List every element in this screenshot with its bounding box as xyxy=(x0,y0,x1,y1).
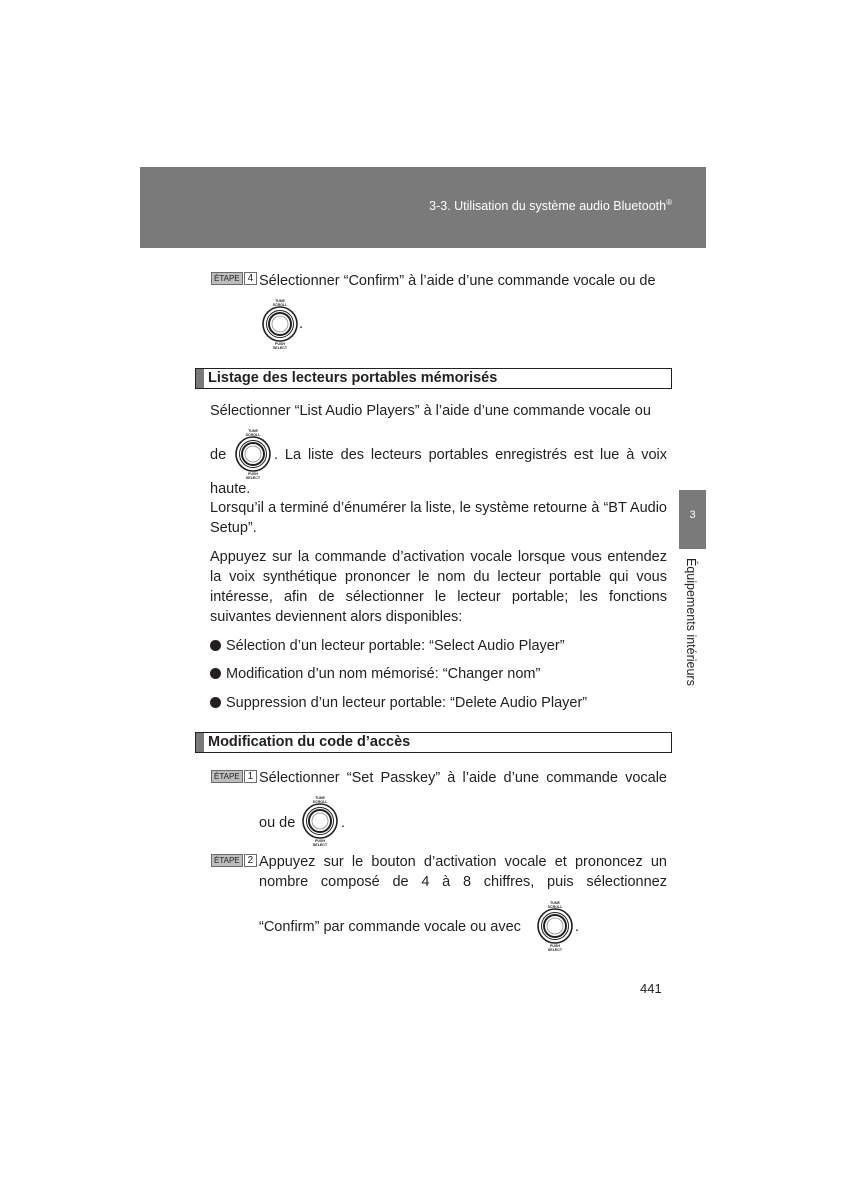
bullet-item xyxy=(210,693,587,713)
bullet-text: Sélection d’un lecteur portable: “Select Audio Player” xyxy=(226,638,565,654)
chapter-header-band xyxy=(140,167,706,248)
paragraph-line: . La liste des lecteurs portables enregistrés est lue à voix xyxy=(274,447,667,463)
svg-text:PUSH: PUSH xyxy=(248,472,258,476)
svg-text:SELECT: SELECT xyxy=(272,346,288,350)
svg-text:SELECT: SELECT xyxy=(245,476,261,480)
step-number: 1 xyxy=(244,770,258,783)
step-badge xyxy=(211,272,257,285)
chapter-tab-label: Équipements intérieurs xyxy=(684,558,698,686)
svg-text:TUNE: TUNE xyxy=(550,901,560,905)
tune-select-knob-icon xyxy=(230,428,276,480)
chapter-tab xyxy=(679,490,706,549)
section-heading-bar xyxy=(196,369,204,388)
svg-text:TUNE: TUNE xyxy=(248,429,258,433)
svg-text:PUSH: PUSH xyxy=(315,839,325,843)
svg-text:TUNE: TUNE xyxy=(275,299,285,303)
step-label: ÉTAPE xyxy=(211,770,243,783)
paragraph: Lorsqu’il a terminé d’énumérer la liste, le système retourne à “BT Audio Setup”. xyxy=(210,500,667,536)
paragraph-line: haute. xyxy=(210,481,251,497)
step-badge xyxy=(211,854,257,867)
step-suffix: . xyxy=(299,316,304,332)
tune-select-knob-icon xyxy=(297,795,346,847)
paragraph: Appuyez sur la commande d’activation vocale lorsque vous entendez la voix synthétique prononcer le nom du lecteur portable qui vous intéresse, afin de sélectionner le lecteur portable; les fonctions suivantes deviennent alors disponibles: xyxy=(210,549,667,625)
step-number: 4 xyxy=(244,272,258,285)
svg-text:SCROLL: SCROLL xyxy=(245,433,261,437)
step-label: ÉTAPE xyxy=(211,854,243,867)
step-label: ÉTAPE xyxy=(211,272,243,285)
bullet-item xyxy=(210,664,540,684)
page-number: 441 xyxy=(640,981,662,996)
step-continuation: ou de xyxy=(259,815,296,831)
step-suffix: . xyxy=(575,919,580,935)
section-heading xyxy=(195,368,672,389)
chapter-title xyxy=(429,198,672,213)
svg-text:SCROLL: SCROLL xyxy=(547,905,563,909)
registered-mark: ® xyxy=(666,198,672,207)
svg-text:SCROLL: SCROLL xyxy=(312,800,328,804)
svg-text:PUSH: PUSH xyxy=(550,944,560,948)
bullet-dot-icon xyxy=(210,697,221,708)
svg-text:SCROLL: SCROLL xyxy=(272,303,288,307)
step-text: Appuyez sur le bouton d’activation vocale et prononcez un nombre composé de 4 à 8 chiffres, puis sélectionnez xyxy=(259,854,667,890)
step-text: Sélectionner “Confirm” à l’aide d’une commande vocale ou de xyxy=(259,273,656,289)
bullet-text: Suppression d’un lecteur portable: “Delete Audio Player” xyxy=(226,695,588,711)
svg-text:TUNE: TUNE xyxy=(315,796,325,800)
bullet-item xyxy=(210,636,565,656)
paragraph-de: de xyxy=(210,447,227,463)
svg-text:SELECT: SELECT xyxy=(547,948,563,952)
bullet-dot-icon xyxy=(210,668,221,679)
bullet-dot-icon xyxy=(210,640,221,651)
tune-select-knob-icon xyxy=(257,298,303,350)
tune-select-knob-icon xyxy=(532,900,578,952)
step-continuation: “Confirm” par commande vocale ou avec xyxy=(259,919,521,935)
step-number: 2 xyxy=(244,854,258,867)
step-badge xyxy=(211,770,257,783)
section-heading-bar xyxy=(196,733,204,752)
section-heading-text: Listage des lecteurs portables mémorisés xyxy=(208,370,498,386)
step-text: Sélectionner “Set Passkey” à l’aide d’une commande vocale xyxy=(259,770,667,786)
svg-text:SELECT: SELECT xyxy=(312,843,328,847)
step-suffix: . xyxy=(341,815,346,831)
chapter-tab-number: 3 xyxy=(689,509,696,521)
bullet-text: Modification d’un nom mémorisé: “Changer nom” xyxy=(226,666,541,682)
section-heading-text: Modification du code d’accès xyxy=(208,734,411,750)
paragraph-line: Sélectionner “List Audio Players” à l’aide d’une commande vocale ou xyxy=(210,403,651,419)
chapter-title-text: 3-3. Utilisation du système audio Bluetooth xyxy=(429,199,667,214)
svg-text:PUSH: PUSH xyxy=(275,342,285,346)
section-heading xyxy=(195,732,672,753)
